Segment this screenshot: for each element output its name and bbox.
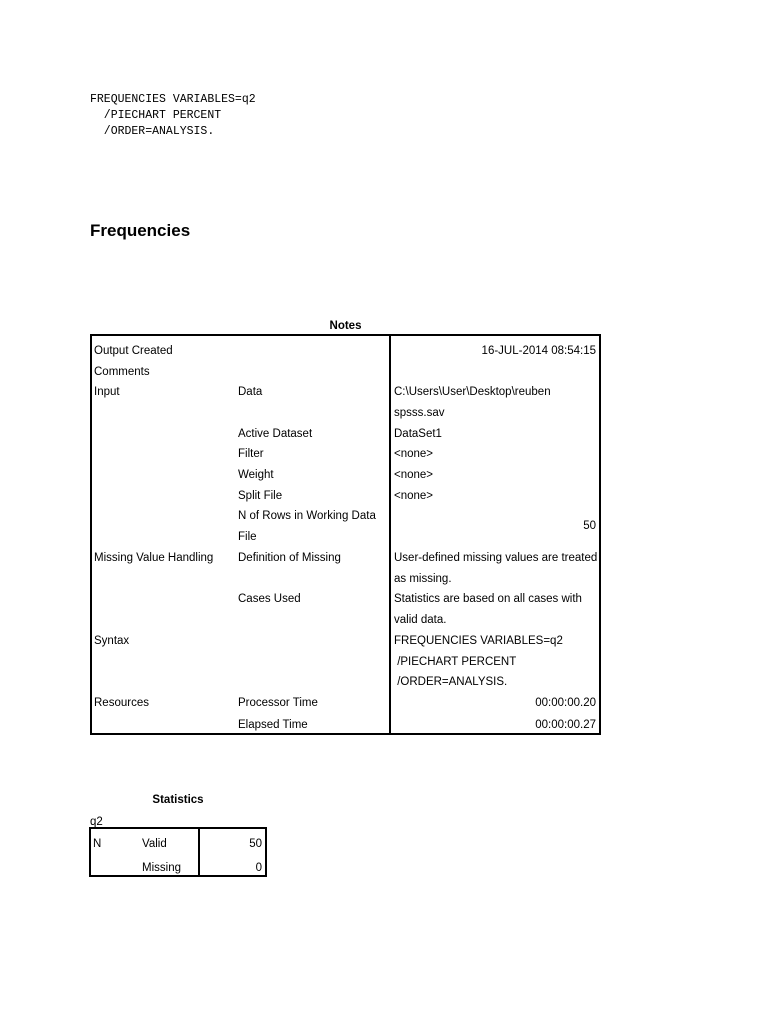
statistics-n-label: N: [93, 838, 102, 850]
syntax-block: [90, 92, 256, 140]
notes-value: 00:00:00.27: [535, 719, 596, 731]
syntax-line: /PIECHART PERCENT: [90, 109, 222, 122]
notes-sub-label: Elapsed Time: [238, 719, 308, 731]
notes-row-label: Resources: [94, 697, 149, 709]
notes-row-label: Comments: [94, 366, 150, 378]
notes-sub-label: N of Rows in Working Data: [238, 510, 376, 522]
syntax-line: /ORDER=ANALYSIS.: [90, 125, 215, 138]
notes-value: C:\Users\User\Desktop\reuben: [394, 386, 551, 398]
notes-value: /PIECHART PERCENT: [394, 656, 517, 668]
notes-sub-label: Filter: [238, 448, 264, 460]
notes-value: <none>: [394, 448, 434, 460]
notes-row-label: Syntax: [94, 635, 130, 647]
notes-value: 50: [583, 520, 596, 532]
syntax-line: FREQUENCIES VARIABLES=q2: [90, 93, 256, 106]
notes-value: /ORDER=ANALYSIS.: [394, 676, 508, 688]
notes-sub-label: Active Dataset: [238, 428, 313, 440]
statistics-valid-label: Valid: [142, 838, 167, 850]
notes-row-label: Output Created: [94, 345, 173, 357]
notes-value: <none>: [394, 490, 434, 502]
notes-sub-label: Weight: [238, 469, 274, 481]
notes-sub-label: Split File: [238, 490, 283, 502]
notes-sub-label: File: [238, 531, 257, 543]
notes-sub-label: Definition of Missing: [238, 552, 341, 564]
notes-sub-label: Cases Used: [238, 593, 301, 605]
notes-row-label: Input: [94, 386, 120, 398]
notes-title: Notes: [329, 320, 362, 332]
notes-column-divider: [389, 334, 391, 735]
notes-value: Statistics are based on all cases with: [394, 593, 582, 605]
statistics-variable-label: q2: [90, 816, 103, 828]
notes-value: 16-JUL-2014 08:54:15: [481, 345, 596, 357]
notes-value: spsss.sav: [394, 407, 445, 419]
statistics-title: Statistics: [152, 794, 204, 806]
notes-value: FREQUENCIES VARIABLES=q2: [394, 635, 563, 647]
notes-value: <none>: [394, 469, 434, 481]
notes-value: DataSet1: [394, 428, 442, 440]
notes-value: as missing.: [394, 573, 452, 585]
statistics-missing-value: 0: [255, 862, 262, 874]
notes-value: User-defined missing values are treated: [394, 552, 598, 564]
statistics-valid-value: 50: [249, 838, 262, 850]
page-title: Frequencies: [90, 221, 191, 240]
notes-value: valid data.: [394, 614, 447, 626]
notes-row-label: Missing Value Handling: [94, 552, 214, 564]
notes-sub-label: Processor Time: [238, 697, 318, 709]
notes-value: 00:00:00.20: [535, 697, 596, 709]
statistics-missing-label: Missing: [142, 862, 181, 874]
notes-sub-label: Data: [238, 386, 263, 398]
